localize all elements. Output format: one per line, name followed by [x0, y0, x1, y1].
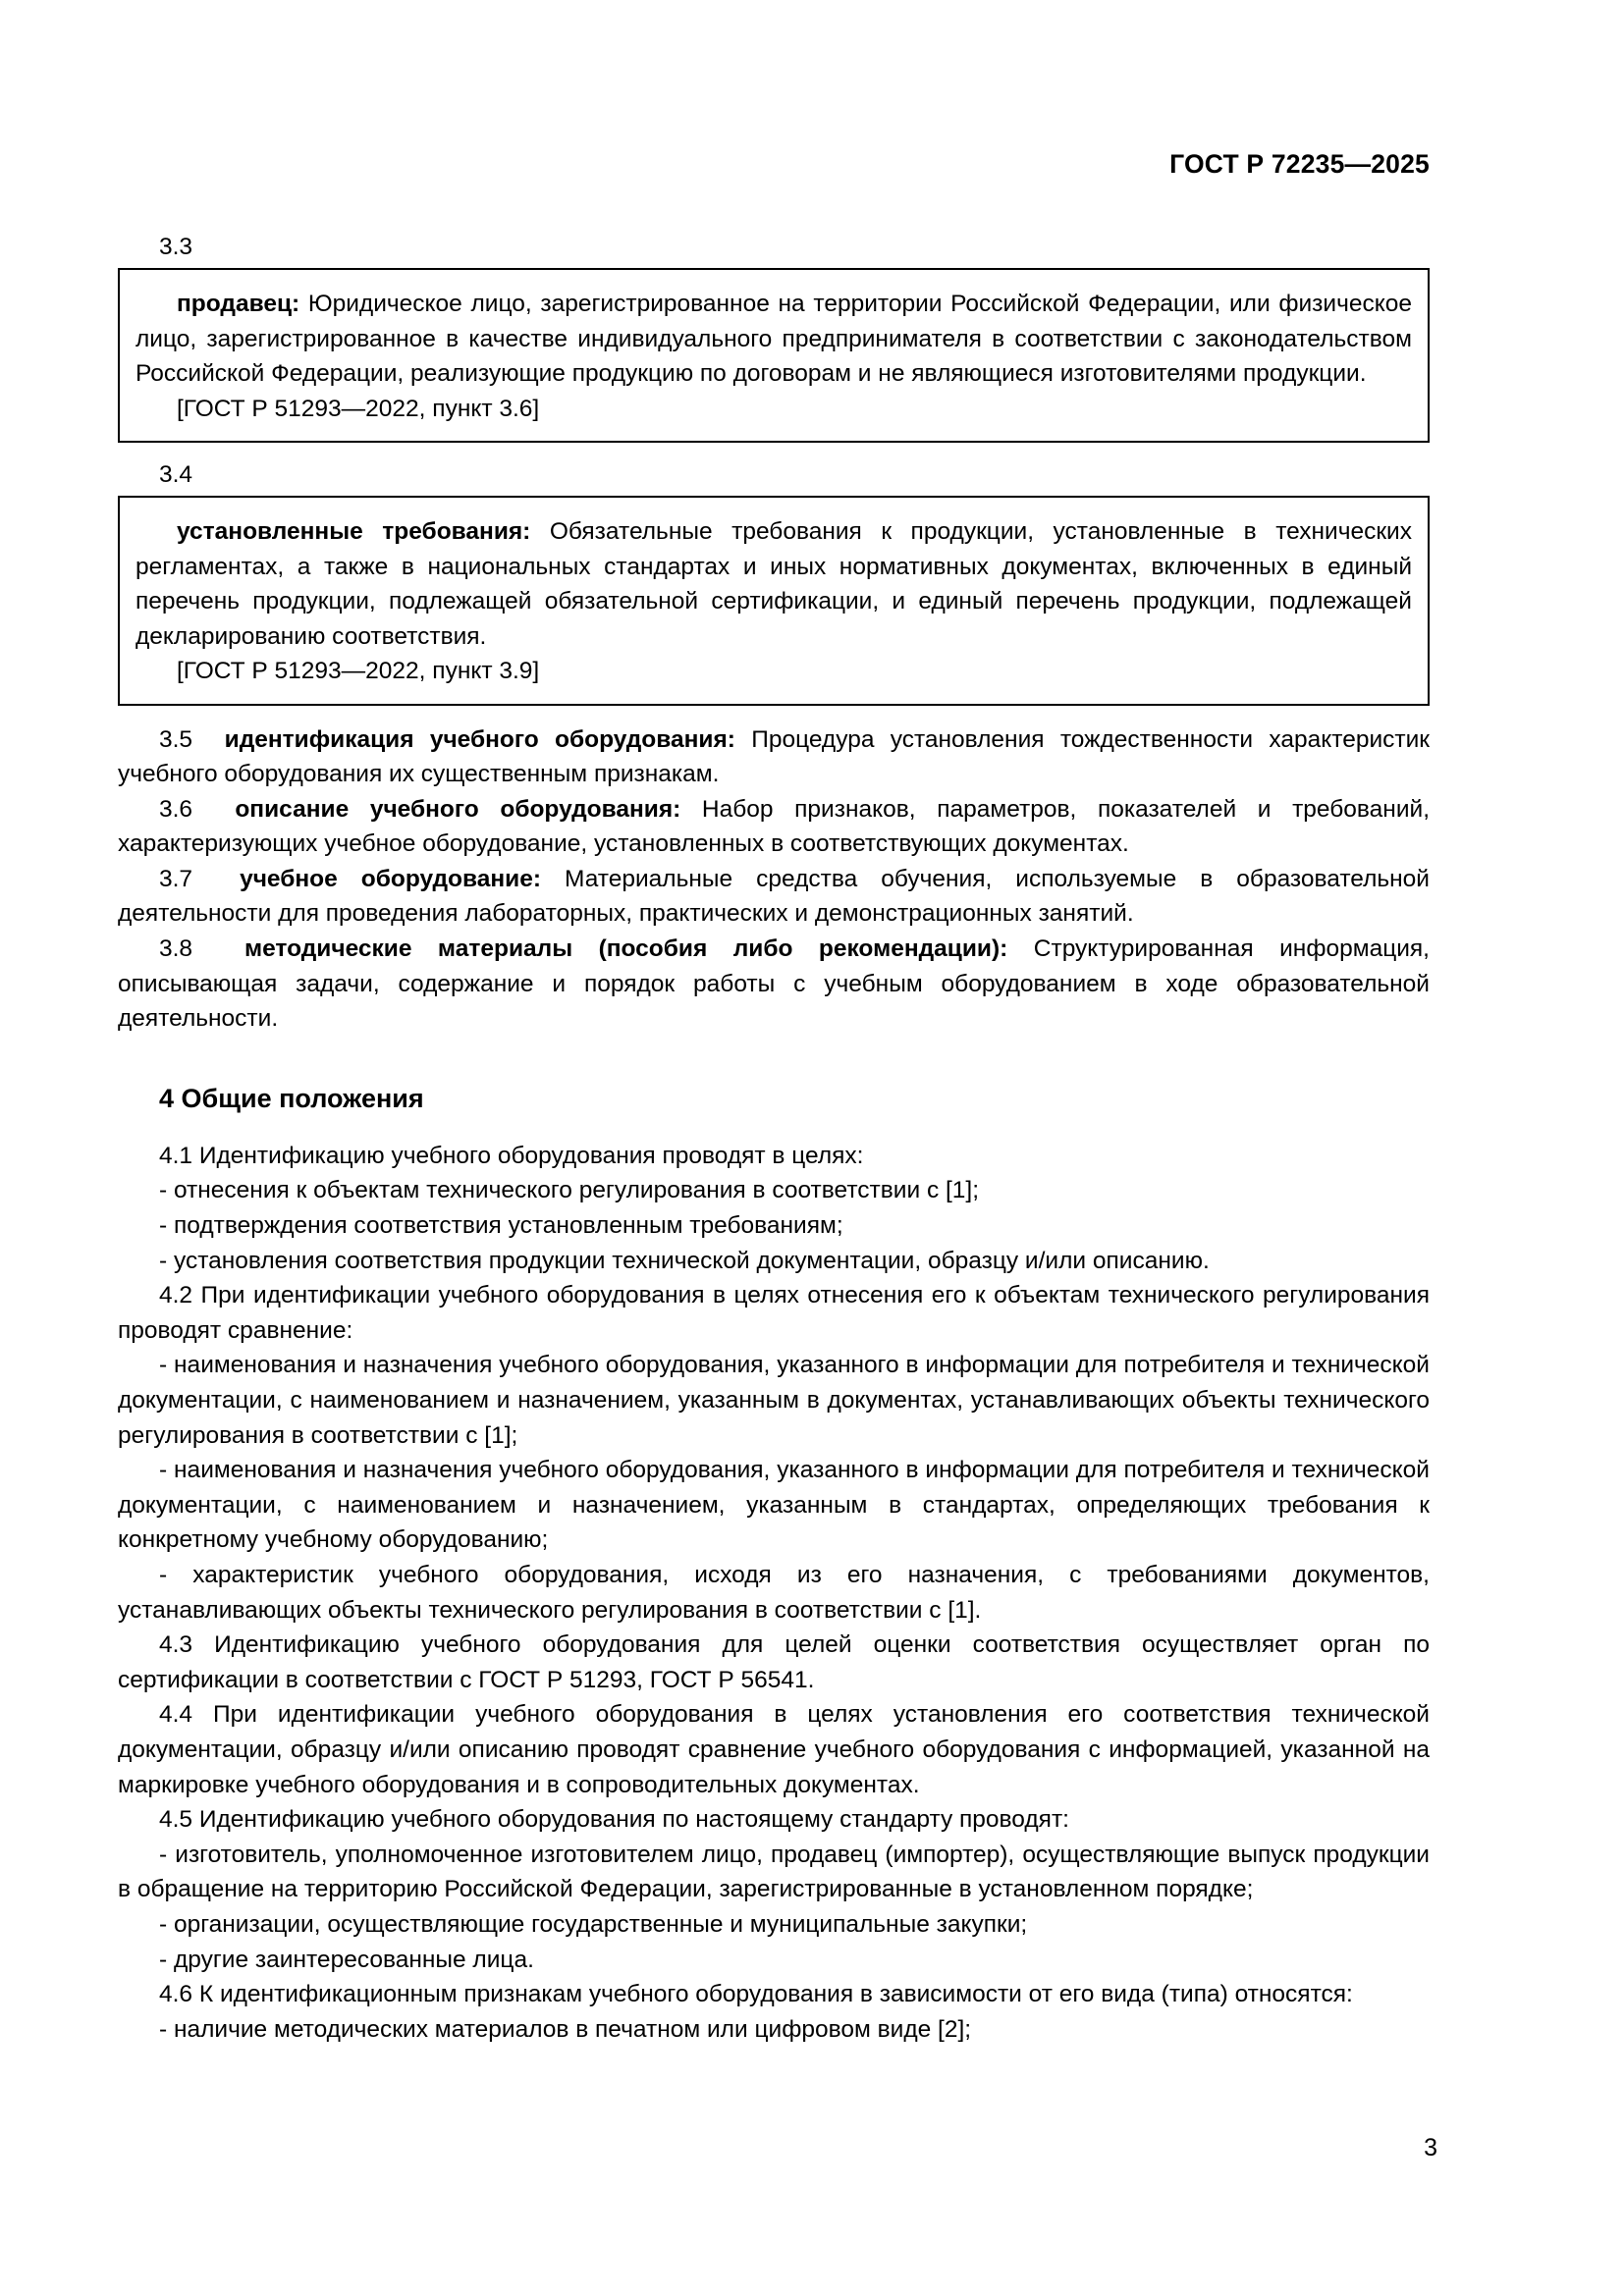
- section-heading-4: 4 Общие положения: [159, 1083, 424, 1113]
- definition-term: описание учебного оборудования:: [235, 795, 681, 823]
- term-paragraph: [135, 287, 1412, 392]
- page-number: 3: [1424, 2134, 1437, 2162]
- list-item-4-1-1: - отнесения к объектам технического регулирования в соответствии с [1];: [159, 1177, 980, 1204]
- list-item-4-5-1: - изготовитель, уполномоченное изготовителем лицо, продавец (импортер), осуществляющие выпуск продукции в обращение на территорию Российской Федерации, зарегистрированные в установленном порядке;: [118, 1841, 1430, 1903]
- list-item-4-6-1: - наличие методических материалов в печатном или цифровом виде [2];: [159, 2015, 972, 2043]
- list-item-4-1-2: - подтверждения соответствия установленным требованиям;: [159, 1212, 843, 1240]
- term-label: установленные требования:: [177, 518, 531, 545]
- paragraph-4-1: 4.1 Идентификацию учебного оборудования проводят в целях:: [159, 1142, 864, 1169]
- paragraph-4-4: 4.4 При идентификации учебного оборудования в целях установления его соответствия технической документации, образцу и/или описанию проводят сравнение учебного оборудования с информацией, указанной на маркировке учебного оборудования и в сопроводительных документах.: [118, 1701, 1430, 1798]
- page-content: [118, 232, 1430, 2047]
- definition-3-7: [118, 862, 1430, 932]
- definition-text: Структурированная информация, описывающая задачи, содержание и порядок работы с учебным оборудованием в ходе образовательной деятельности.: [118, 935, 1430, 1033]
- term-text: Юридическое лицо, зарегистрированное на территории Российской Федерации, или физическое лицо, зарегистрированное в качестве индивидуального предпринимателя в соответствии с законодательством Российской Федерации, реализующие продукцию по договорам и не являющиеся изготовителями продукции.: [135, 291, 1412, 387]
- list-item-4-2-2: - наименования и назначения учебного оборудования, указанного в информации для потребителя и технической документации, с наименованием и назначением, указанным в стандартах, определяющих требования к конкретному учебному оборудованию;: [118, 1457, 1430, 1554]
- definition-number: 3.5: [159, 725, 193, 753]
- list-item-4-1-3: - установления соответствия продукции технической документации, образцу и/или описанию.: [159, 1247, 1210, 1274]
- list-item-4-5-2: - организации, осуществляющие государственные и муниципальные закупки;: [159, 1910, 1028, 1938]
- definition-term: идентификация учебного оборудования:: [224, 725, 735, 753]
- term-paragraph: [135, 514, 1412, 654]
- definition-term: методические материалы (пособия либо рекомендации):: [244, 935, 1008, 963]
- definition-term: учебное оборудование:: [240, 865, 542, 892]
- list-item-4-2-1: - наименования и назначения учебного оборудования, указанного в информации для потребителя и технической документации, с наименованием и назначением, указанным в документах, устанавливающих объекты технического регулирования в соответствии с [1];: [118, 1352, 1430, 1449]
- definition-text: Материальные средства обучения, используемые в образовательной деятельности для проведения лабораторных, практических и демонстрационных занятий.: [118, 865, 1430, 928]
- clause-number-3-4: 3.4: [159, 461, 193, 488]
- term-label: продавец:: [177, 291, 300, 317]
- paragraph-4-5: 4.5 Идентификацию учебного оборудования по настоящему стандарту проводят:: [159, 1806, 1069, 1834]
- paragraph-4-2: 4.2 При идентификации учебного оборудования в целях отнесения его к объектам технического регулирования проводят сравнение:: [118, 1282, 1430, 1344]
- term-text: Обязательные требования к продукции, установленные в технических регламентах, а также в национальных стандартах и иных нормативных документах, включенных в единый перечень продукции, подлежащей обязательной сертификации, и единый перечень продукции, подлежащей декларированию соответствия.: [135, 518, 1412, 650]
- paragraph-4-6: 4.6 К идентификационным признакам учебного оборудования в зависимости от его вида (типа) относятся:: [159, 1981, 1353, 2008]
- definition-3-5: [118, 722, 1430, 792]
- definition-number: 3.7: [159, 865, 193, 892]
- list-item-4-2-3: - характеристик учебного оборудования, исходя из его назначения, с требованиями документов, устанавливающих объекты технического регулирования в соответствии с [1].: [118, 1561, 1430, 1624]
- paragraph-4-3: 4.3 Идентификацию учебного оборудования для целей оценки соответствия осуществляет орган по сертификации в соответствии с ГОСТ Р 51293, ГОСТ Р 56541.: [118, 1631, 1430, 1693]
- clause-number-3-3: 3.3: [159, 234, 193, 260]
- definition-number: 3.6: [159, 795, 193, 823]
- term-source-reference: [ГОСТ Р 51293—2022, пункт 3.6]: [177, 395, 540, 422]
- term-definition-box-3-4: [118, 496, 1430, 706]
- term-source-reference: [ГОСТ Р 51293—2022, пункт 3.9]: [177, 658, 540, 684]
- list-item-4-5-3: - другие заинтересованные лица.: [159, 1946, 534, 1973]
- definition-3-6: [118, 792, 1430, 862]
- definition-3-8: [118, 932, 1430, 1037]
- definition-text: Процедура установления тождественности характеристик учебного оборудования их существенным признакам.: [118, 725, 1430, 788]
- definition-number: 3.8: [159, 935, 193, 963]
- running-header-standard-id: ГОСТ Р 72235—2025: [1169, 149, 1430, 179]
- term-definition-box-3-3: [118, 268, 1430, 443]
- definition-text: Набор признаков, параметров, показателей и требований, характеризующих учебное оборудование, установленных в соответствующих документах.: [118, 795, 1431, 858]
